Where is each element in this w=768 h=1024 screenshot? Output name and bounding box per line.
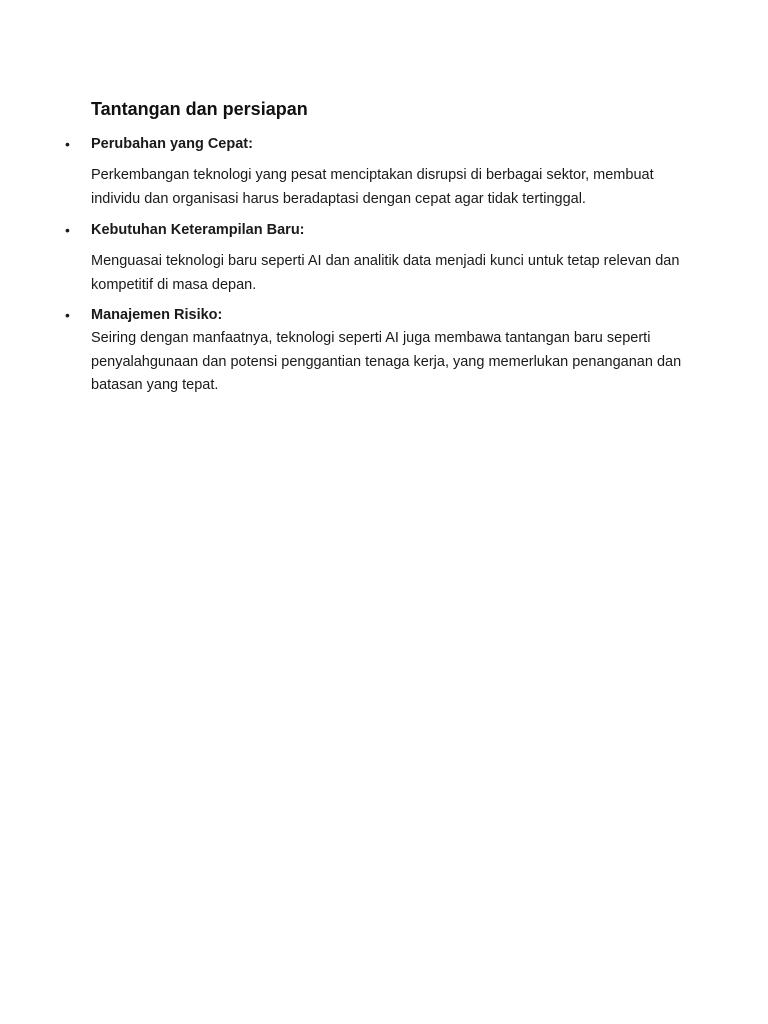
bullet-icon: • bbox=[65, 136, 70, 152]
section-heading: Tantangan dan persiapan bbox=[91, 99, 308, 119]
list-item-body: Seiring dengan manfaatnya, teknologi seperti AI juga membawa tantangan baru seperti penyalahgunaan dan potensi penggantian tenaga kerja, yang memerlukan penanganan dan batasan yang tepat. bbox=[91, 330, 682, 393]
list-item-title: Manajemen Risiko: bbox=[91, 307, 223, 323]
bullet-icon: • bbox=[65, 307, 70, 323]
challenges-list bbox=[65, 133, 691, 398]
bullet-icon: • bbox=[65, 222, 70, 238]
list-item-new-skills bbox=[65, 219, 691, 297]
list-item-risk-management bbox=[65, 304, 691, 398]
list-item-title: Perubahan yang Cepat: bbox=[91, 136, 253, 152]
list-item-body: Menguasai teknologi baru seperti AI dan analitik data menjadi kunci untuk tetap relevan dan kompetitif di masa depan. bbox=[91, 253, 680, 293]
list-item-rapid-change bbox=[65, 133, 691, 211]
list-item-body: Perkembangan teknologi yang pesat menciptakan disrupsi di berbagai sektor, membuat individu dan organisasi harus beradaptasi dengan cepat agar tidak tertinggal. bbox=[91, 167, 654, 207]
list-item-title: Kebutuhan Keterampilan Baru: bbox=[91, 222, 305, 238]
